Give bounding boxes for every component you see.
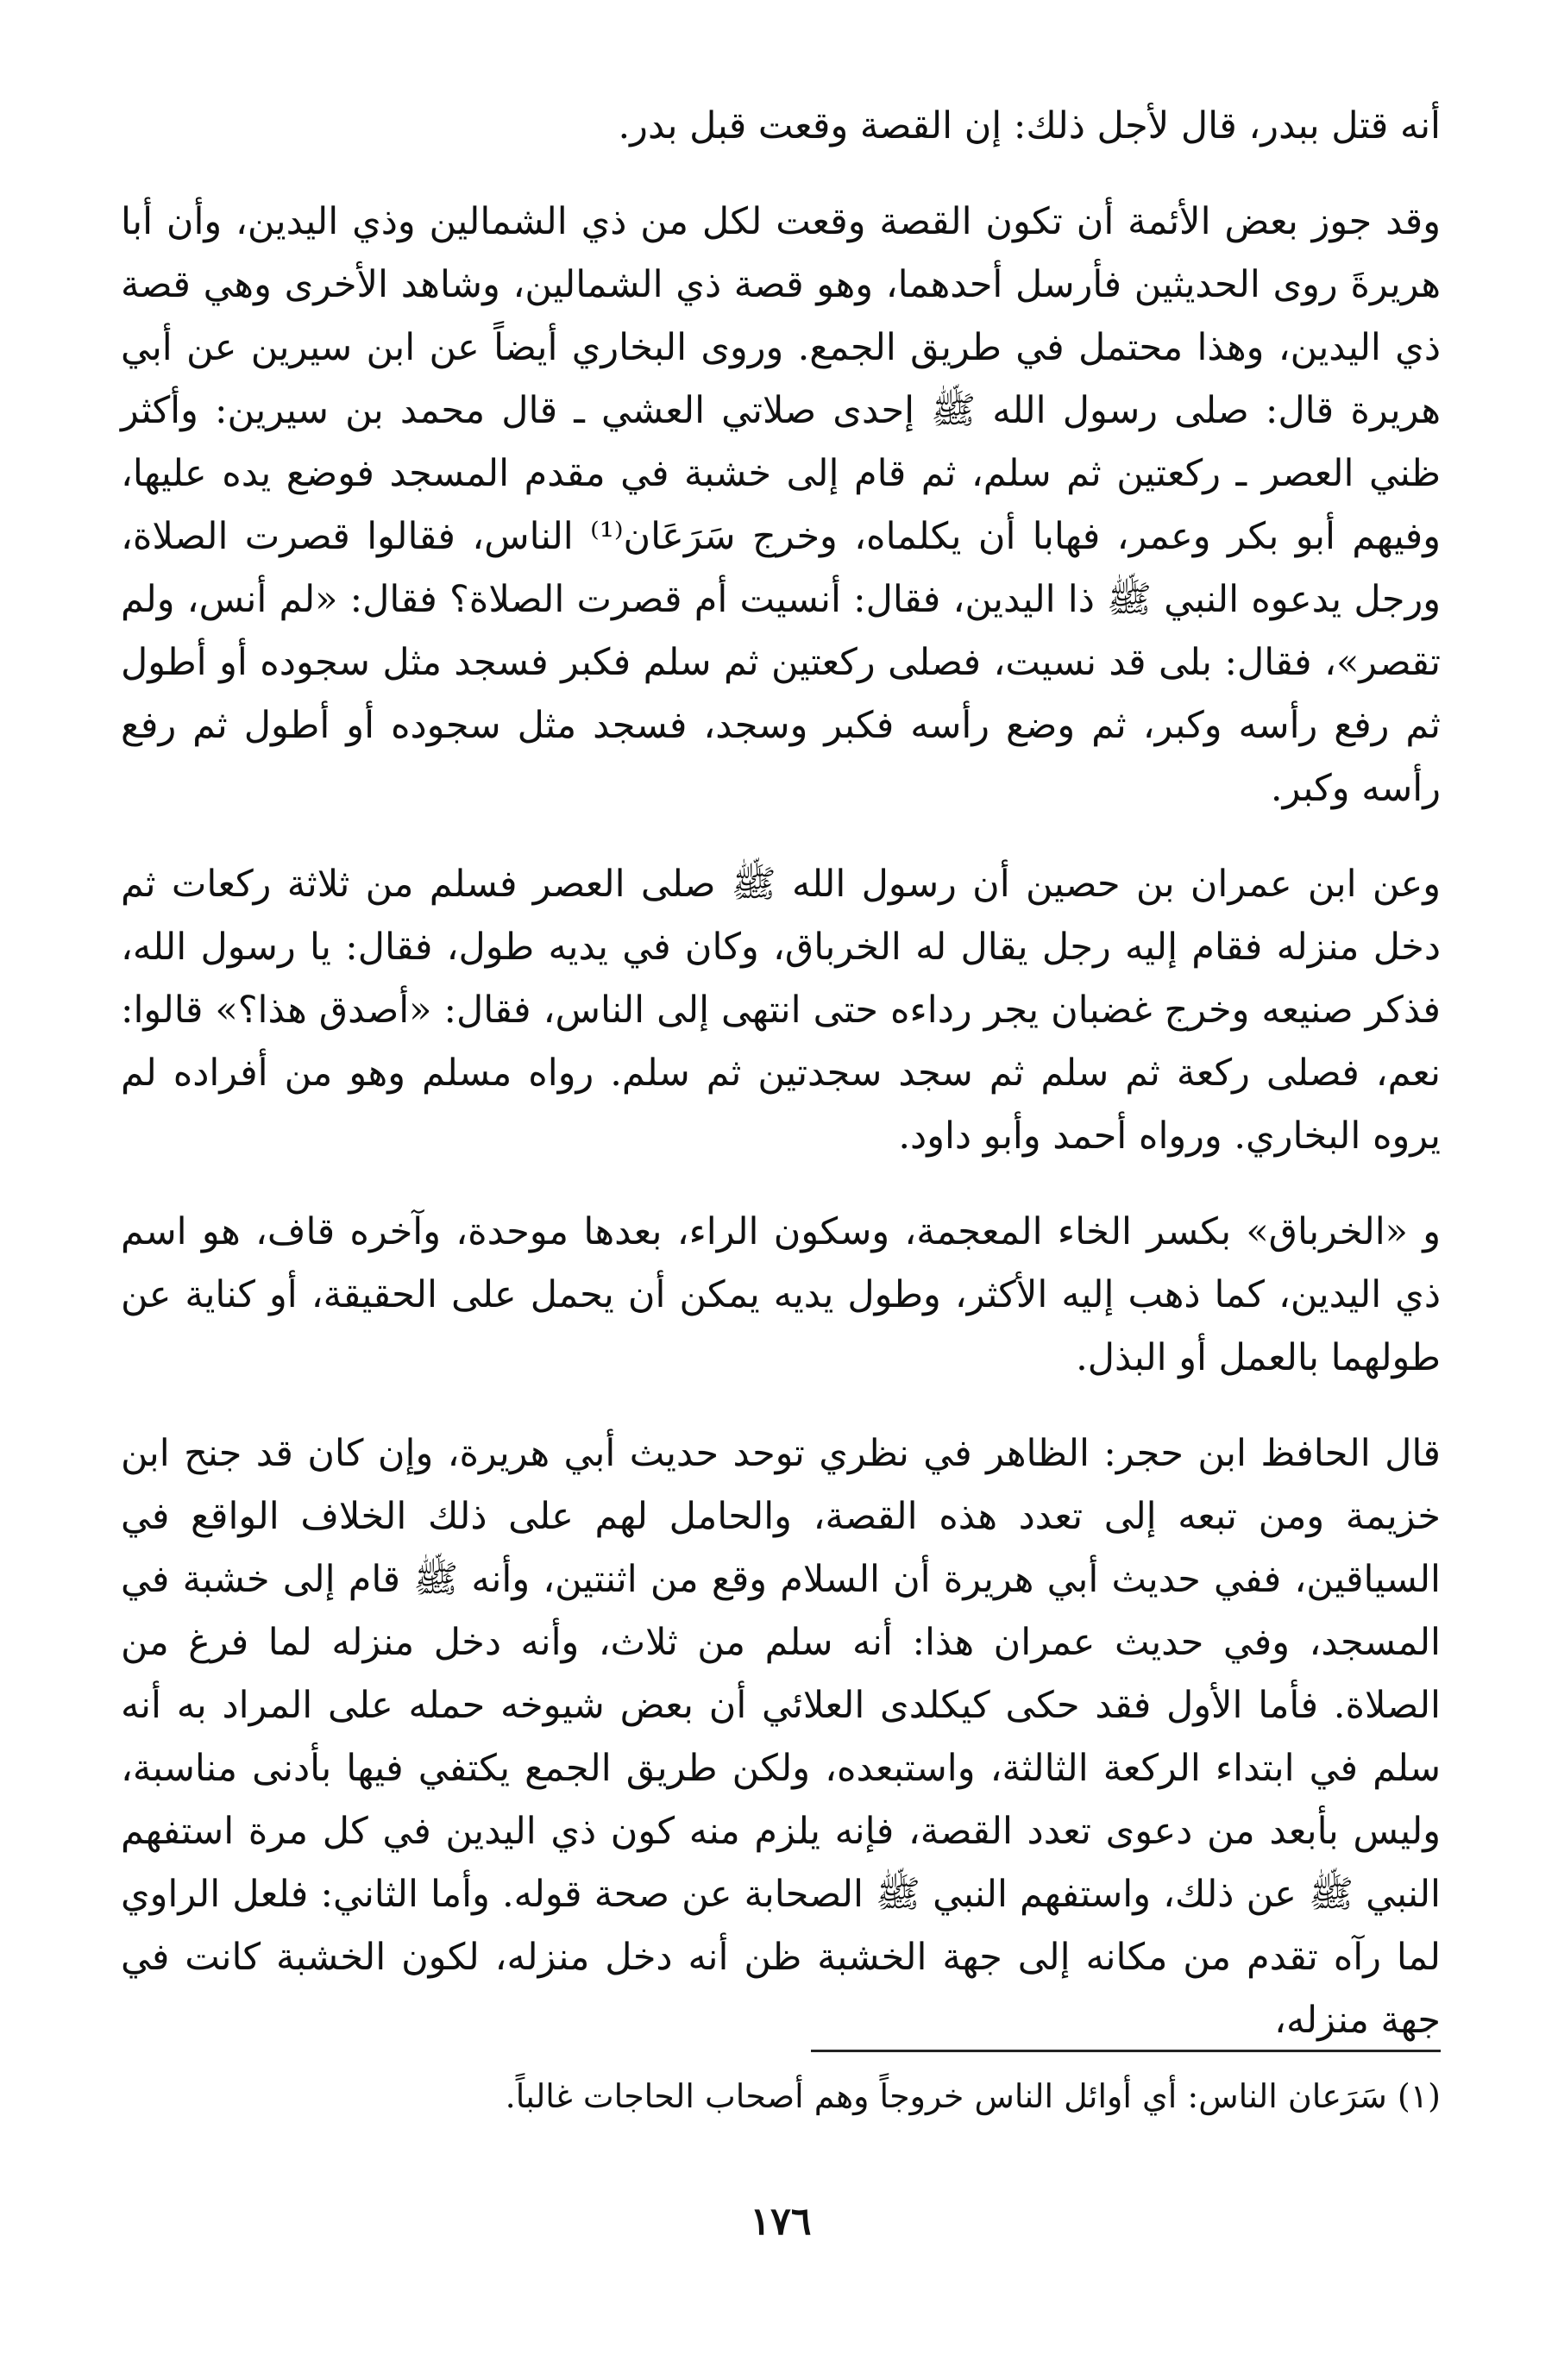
paragraph-4: و «الخرباق» بكسر الخاء المعجمة، وسكون الراء، بعدها موحدة، وآخره قاف، هو اسم ذي اليدين، كما ذهب إليه الأكثر، وطول يديه يمكن أن يحمل على الحقيقة، أو كناية عن طولهما بالعمل أو البذل. (121, 1210, 1441, 1379)
paragraph-5: قال الحافظ ابن حجر: الظاهر في نظري توحد حديث أبي هريرة، وإن كان قد جنح ابن خزيمة ومن تبعه إلى تعدد هذه القصة، والحامل لهم على ذلك الخلاف الواقع في السياقين، ففي حديث أبي هريرة أن السلام وقع من اثنتين، وأنه ﷺ قام إلى خشبة في المسجد، وفي حديث عمران هذا: أنه سلم من ثلاث، وأنه دخل منزله لما فرغ من الصلاة. فأما الأول فقد حكى كيكلدى العلائي أن بعض شيوخه حمله على المراد به أنه سلم في ابتداء الركعة الثالثة، واستبعده، ولكن طريق الجمع يكتفي فيها بأدنى مناسبة، وليس بأبعد من دعوى تعدد القصة، فإنه يلزم منه كون ذي اليدين في كل مرة استفهم النبي ﷺ عن ذلك، واستفهم النبي ﷺ الصحابة عن صحة قوله. وأما الثاني: فلعل الراوي لما رآه تقدم من مكانه إلى جهة الخشبة ظن أنه دخل منزله، لكون الخشبة كانت في جهة منزله، (121, 1432, 1441, 2042)
book-page (121, 95, 1441, 2338)
page-number: ١٧٦ (750, 2200, 812, 2244)
paragraph-3: وعن ابن عمران بن حصين أن رسول الله ﷺ صلى العصر فسلم من ثلاثة ركعات ثم دخل منزله فقام إليه رجل يقال له الخرباق، وكان في يديه طول، فقال: يا رسول الله، فذكر صنيعه وخرج غضبان يجر رداءه حتى انتهى إلى الناس، فقال: «أصدق هذا؟» قالوا: نعم، فصلى ركعة ثم سلم ثم سجد سجدتين ثم سلم. رواه مسلم وهو من أفراده لم يروه البخاري. ورواه أحمد وأبو داود. (121, 863, 1442, 1158)
main-text (121, 95, 1441, 2052)
paragraph-2: وقد جوز بعض الأئمة أن تكون القصة وقعت لكل من ذي الشمالين وذي اليدين، وأن أبا هريرةَ روى الحديثين فأرسل أحدهما، وهو قصة ذي الشمالين، وشاهد الأخرى وهي قصة ذي اليدين، وهذا محتمل في طريق الجمع. وروى البخاري أيضاً عن ابن سيرين عن أبي هريرة قال: صلى رسول الله ﷺ إحدى صلاتي العشي ـ قال محمد بن سيرين: وأكثر ظني العصر ـ ركعتين ثم سلم، ثم قام إلى خشبة في مقدم المسجد فوضع يده عليها، وفيهم أبو بكر وعمر، فهابا أن يكلماه، وخرج سَرَعَان⁽¹⁾ الناس، فقالوا قصرت الصلاة، ورجل يدعوه النبي ﷺ ذا اليدين، فقال: أنسيت أم قصرت الصلاة؟ فقال: «لم أنس، ولم تقصر»، فقال: بلى قد نسيت، فصلى ركعتين ثم سلم فكبر فسجد مثل سجوده أو أطول ثم رفع رأسه وكبر، ثم وضع رأسه فكبر وسجد، فسجد مثل سجوده أو أطول ثم رفع رأسه وكبر. (121, 200, 1441, 810)
footnote-divider (811, 2050, 1441, 2052)
paragraph-1: أنه قتل ببدر، قال لأجل ذلك: إن القصة وقعت قبل بدر. (618, 104, 1441, 148)
footnote: (١) سَرَعان الناس: أي أوائل الناس خروجاً وهم أصحاب الحاجات غالباً. (505, 2077, 1441, 2115)
